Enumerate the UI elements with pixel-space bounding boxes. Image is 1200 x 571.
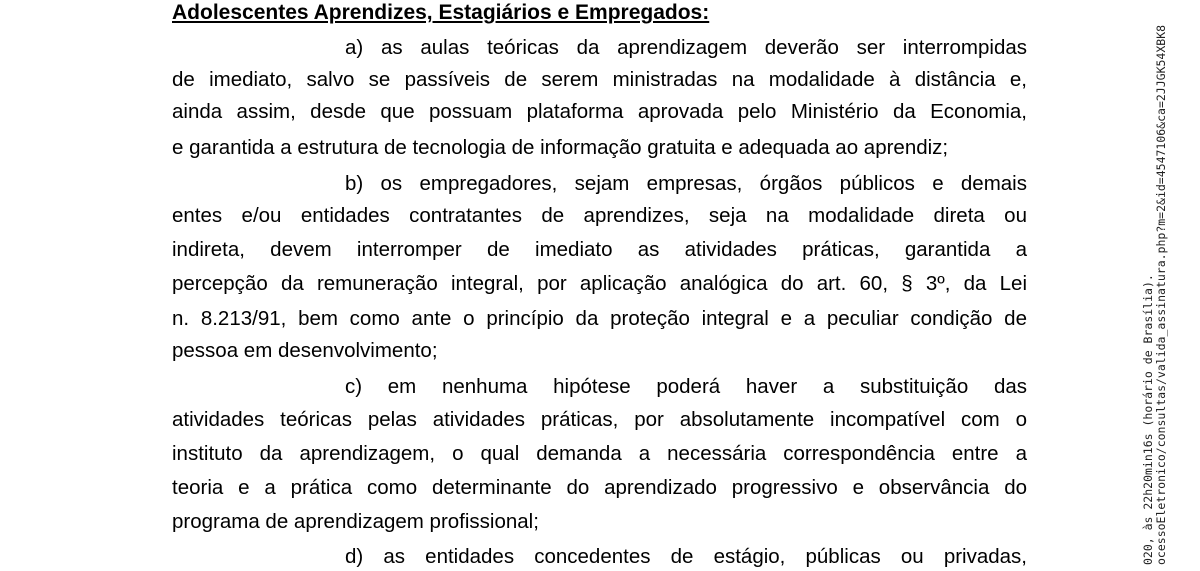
paragraph-c-line-1: c) em nenhuma hipótese poderá haver a substituição das	[345, 375, 1027, 398]
paragraph-b-line-4: percepção da remuneração integral, por aplicação analógica do art. 60, § 3º, da Lei	[172, 272, 1027, 295]
paragraph-c-line-5: programa de aprendizagem profissional;	[172, 510, 539, 533]
paragraph-a-line-4: e garantida a estrutura de tecnologia de informação gratuita e adequada ao aprendiz;	[172, 136, 949, 159]
paragraph-d-line-1: d) as entidades concedentes de estágio, públicas ou privadas,	[345, 545, 1027, 568]
paragraph-a-line-2: de imediato, salvo se passíveis de serem ministradas na modalidade à distância e,	[172, 68, 1027, 91]
paragraph-a-line-1: a) as aulas teóricas da aprendizagem deverão ser interrompidas	[345, 36, 1027, 59]
section-heading: Adolescentes Aprendizes, Estagiários e Empregados:	[172, 1, 710, 24]
paragraph-b-line-5: n. 8.213/91, bem como ante o princípio da proteção integral e a peculiar condição de	[172, 307, 1027, 330]
paragraph-c-line-4: teoria e a prática como determinante do aprendizado progressivo e observância do	[172, 476, 1027, 499]
stamp-line-date: 020, às 22h20min16s (horário de Brasília).	[1141, 274, 1155, 565]
paragraph-b-line-6: pessoa em desenvolvimento;	[172, 339, 438, 362]
stamp-line-url: ocessoEletronico/consultas/valida_assinatura.php?m=2&id=4547106&ca=2JJGK54XBK8	[1154, 24, 1168, 565]
paragraph-b-line-2: entes e/ou entidades contratantes de aprendizes, seja na modalidade direta ou	[172, 204, 1027, 227]
paragraph-c-line-2: atividades teóricas pelas atividades práticas, por absolutamente incompatível com o	[172, 408, 1027, 431]
paragraph-b-line-3: indireta, devem interromper de imediato as atividades práticas, garantida a	[172, 238, 1027, 261]
signature-validation-stamp	[1141, 0, 1200, 565]
stamp-text-block	[1142, 25, 1168, 565]
paragraph-c-line-3: instituto da aprendizagem, o qual demanda a necessária correspondência entre a	[172, 442, 1027, 465]
paragraph-b-line-1: b) os empregadores, sejam empresas, órgãos públicos e demais	[345, 172, 1027, 195]
paragraph-a-line-3: ainda assim, desde que possuam plataforma aprovada pelo Ministério da Economia,	[172, 100, 1027, 123]
